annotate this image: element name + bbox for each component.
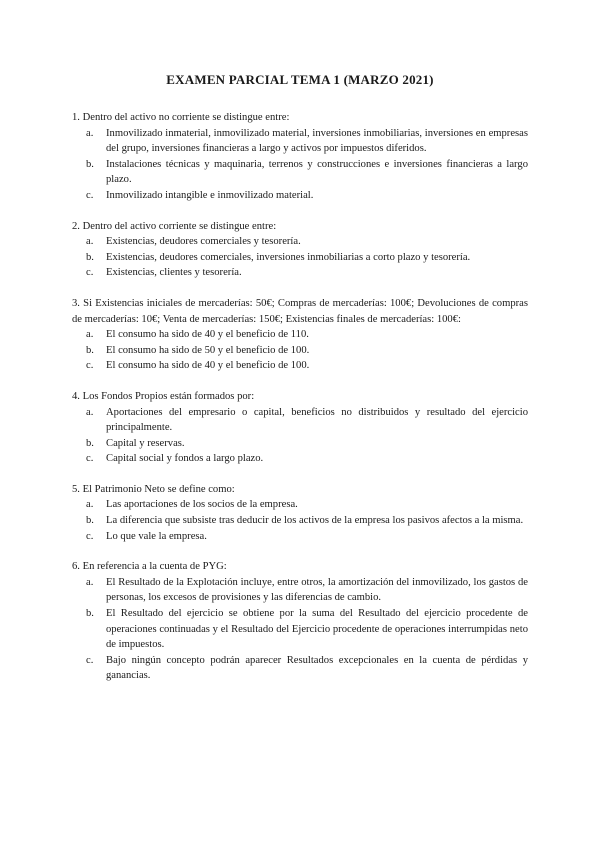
answer-option (72, 188, 528, 204)
option-text: El consumo ha sido de 40 y el beneficio de 110. (106, 329, 309, 341)
answer-option (72, 358, 528, 374)
question-1 (72, 110, 528, 204)
answer-option (72, 343, 528, 359)
option-letter: c. (86, 360, 94, 372)
answer-option (72, 405, 528, 436)
option-text: La diferencia que subsiste tras deducir de los activos de la empresa los pasivos afectos a la misma. (106, 515, 524, 527)
option-letter: b. (86, 158, 94, 170)
option-letter: a. (86, 406, 94, 418)
answer-option (72, 529, 528, 545)
answer-option (72, 575, 528, 606)
option-letter: a. (86, 499, 94, 511)
option-list (72, 327, 528, 374)
option-text: Existencias, deudores comerciales, inversiones inmobiliarias a corto plazo y tesorería. (106, 251, 471, 263)
question-3 (72, 296, 528, 374)
option-text: Inmovilizado intangible e inmovilizado material. (106, 189, 314, 201)
answer-option (72, 327, 528, 343)
option-letter: a. (86, 329, 94, 341)
exam-title: EXAMEN PARCIAL TEMA 1 (MARZO 2021) (166, 72, 434, 87)
option-text: Capital y reservas. (106, 437, 185, 449)
option-text: Existencias, deudores comerciales y tesorería. (106, 236, 301, 248)
option-text: Aportaciones del empresario o capital, beneficios no distribuidos y resultado del ejercicio principalmente. (106, 406, 528, 434)
answer-option (72, 451, 528, 467)
option-list (72, 234, 528, 281)
option-letter: b. (86, 515, 94, 527)
option-letter: a. (86, 576, 94, 588)
option-letter: c. (86, 530, 94, 542)
option-letter: c. (86, 453, 94, 465)
answer-option (72, 436, 528, 452)
option-letter: a. (86, 236, 94, 248)
option-letter: b. (86, 608, 94, 620)
option-text: El Resultado del ejercicio se obtiene por la suma del Resultado del ejercicio procedente de operaciones continuadas y el Resultado del Ejercicio procedente de operaciones interrumpidas neto de impuestos. (106, 608, 528, 651)
question-text: 6. En referencia a la cuenta de PYG: (72, 561, 227, 573)
answer-option (72, 497, 528, 513)
question-text: 2. Dentro del activo corriente se distingue entre: (72, 220, 277, 232)
answer-option (72, 126, 528, 157)
option-text: Las aportaciones de los socios de la empresa. (106, 499, 298, 511)
answer-option (72, 653, 528, 684)
option-text: Inmovilizado inmaterial, inmovilizado material, inversiones inmobiliarias, inversiones en empresas del grupo, inversiones financieras a largo y activos por impuestos diferidos. (106, 127, 528, 155)
option-letter: c. (86, 267, 94, 279)
option-letter: c. (86, 654, 94, 666)
question-6 (72, 559, 528, 684)
option-text: Instalaciones técnicas y maquinaria, terrenos y construcciones e inversiones financieras a largo plazo. (106, 158, 528, 186)
question-text: 4. Los Fondos Propios están formados por: (72, 390, 255, 402)
answer-option (72, 157, 528, 188)
option-letter: a. (86, 127, 94, 139)
answer-option (72, 606, 528, 653)
option-list (72, 575, 528, 684)
question-text: 3. Si Existencias iniciales de mercaderías: 50€; Compras de mercaderías: 100€; Devoluciones de compras de mercaderías: 10€; Venta de mercaderías: 150€; Existencias finales de mercaderías: 100€: (72, 297, 528, 325)
answer-option (72, 265, 528, 281)
option-text: El Resultado de la Explotación incluye, entre otros, la amortización del inmovilizado, los gastos de personas, los excesos de provisiones y las diferencias de cambio. (106, 576, 528, 604)
option-letter: b. (86, 344, 94, 356)
answer-option (72, 250, 528, 266)
question-4 (72, 389, 528, 467)
option-list (72, 126, 528, 204)
option-text: Bajo ningún concepto podrán aparecer Resultados excepcionales en la cuenta de pérdidas y ganancias. (106, 654, 528, 682)
question-list (72, 110, 528, 684)
answer-option (72, 513, 528, 529)
option-text: Capital social y fondos a largo plazo. (106, 453, 264, 465)
option-list (72, 405, 528, 467)
option-text: El consumo ha sido de 40 y el beneficio de 100. (106, 360, 310, 372)
question-text: 5. El Patrimonio Neto se define como: (72, 483, 235, 495)
option-text: Lo que vale la empresa. (106, 530, 207, 542)
option-text: El consumo ha sido de 50 y el beneficio de 100. (106, 344, 310, 356)
option-letter: b. (86, 437, 94, 449)
question-2 (72, 219, 528, 281)
question-text: 1. Dentro del activo no corriente se distingue entre: (72, 112, 290, 123)
option-text: Existencias, clientes y tesorería. (106, 267, 242, 279)
option-letter: b. (86, 251, 94, 263)
option-list (72, 497, 528, 544)
answer-option (72, 234, 528, 250)
question-5 (72, 482, 528, 544)
option-letter: c. (86, 189, 94, 201)
